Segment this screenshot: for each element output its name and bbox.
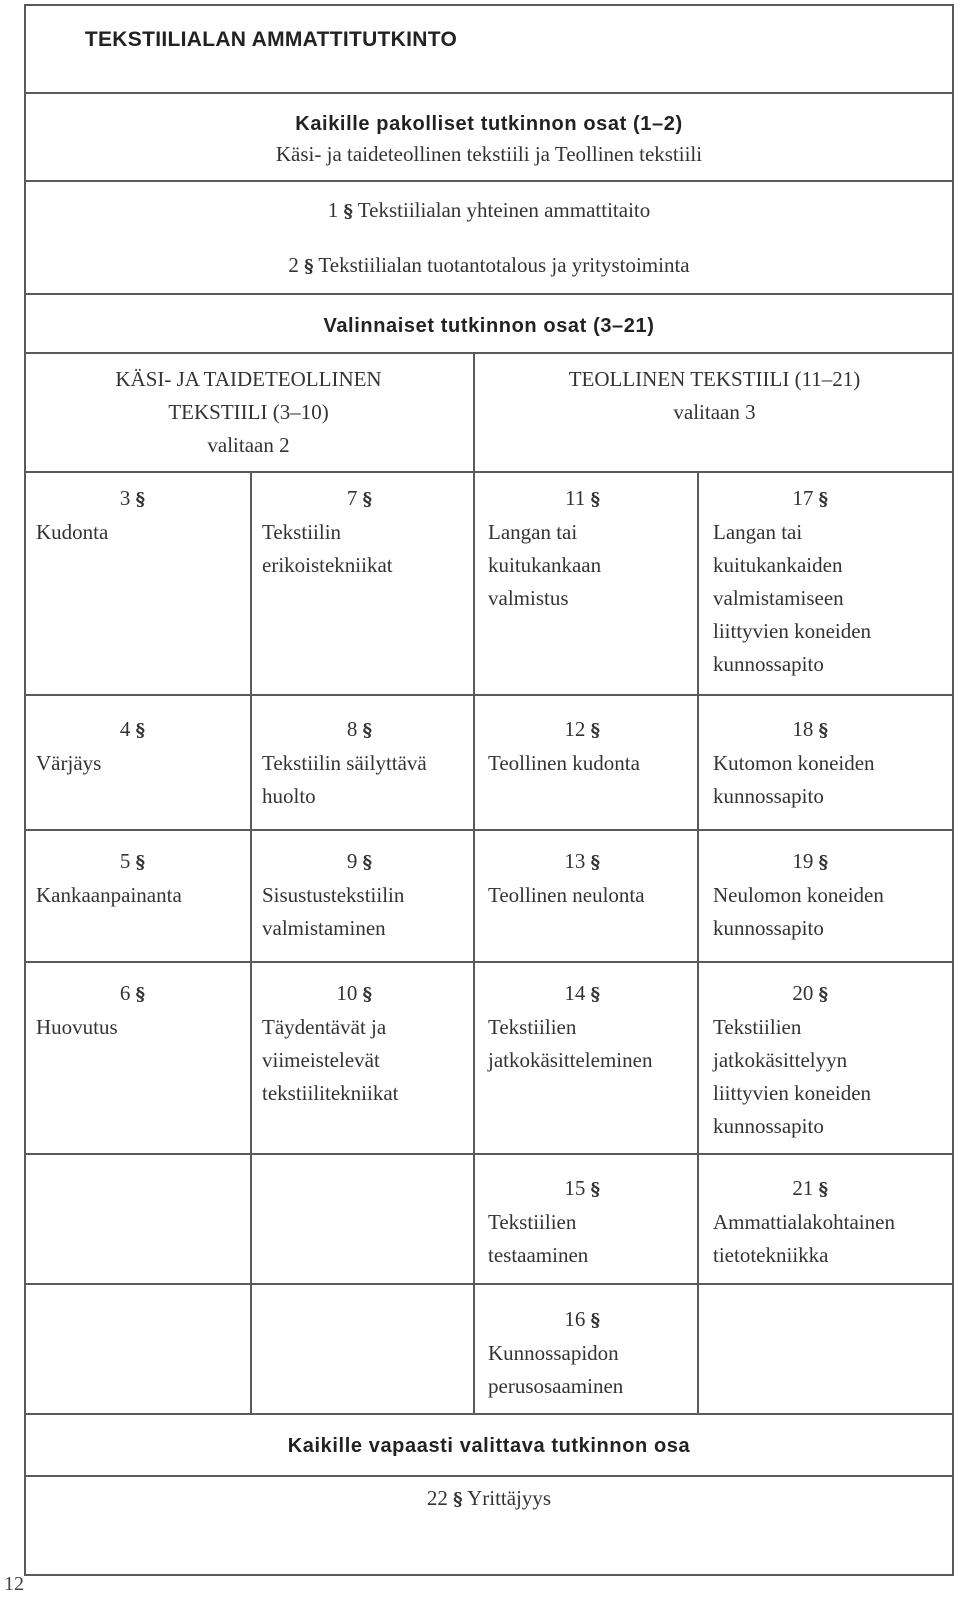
module-label-line: Teollinen neulonta [488, 883, 645, 907]
module-number: 20 § [792, 981, 828, 1005]
group-handcraft-header: KÄSI- JA TAIDETEOLLINEN TEKSTIILI (3–10) valitaan 2 [115, 367, 382, 457]
section-symbol: § [362, 489, 372, 510]
module-number: 4 § [119, 717, 145, 741]
module-cell [262, 713, 427, 813]
section-symbol: § [818, 1179, 828, 1200]
module-cell [488, 845, 645, 912]
module-number: 3 § [119, 486, 145, 510]
module-cell [713, 1172, 895, 1272]
mandatory-item: 2 § Tekstiilialan tuotantotalous ja yritystoiminta [288, 253, 690, 277]
module-label-line: valmistamiseen [713, 586, 844, 610]
mandatory-heading: Kaikille pakolliset tutkinnon osat (1–2) [295, 113, 683, 135]
module-label-line: jatkokäsittelyyn [713, 1048, 848, 1072]
module-label-line: perusosaaminen [488, 1374, 624, 1398]
module-label-line: huolto [262, 784, 316, 808]
module-cell [488, 1303, 623, 1403]
module-number: 10 § [336, 981, 372, 1005]
module-cell [36, 713, 145, 780]
page-title: TEKSTIILIALAN AMMATTITUTKINTO [84, 28, 458, 51]
module-number: 9 § [346, 849, 372, 873]
module-label-line: tekstiilitekniikat [262, 1081, 399, 1105]
module-label-line: valmistaminen [262, 916, 386, 940]
module-label-line: kunnossapito [713, 652, 824, 676]
module-label-line: Langan tai [713, 520, 803, 544]
section-symbol: § [818, 852, 828, 873]
mandatory-item: 1 § Tekstiilialan yhteinen ammattitaito [327, 198, 651, 222]
module-cell [262, 845, 404, 945]
module-cell [36, 977, 145, 1044]
section-symbol: § [590, 1179, 600, 1200]
section-symbol: § [818, 489, 828, 510]
module-cell [262, 977, 398, 1110]
module-label-line: Kudonta [36, 520, 109, 544]
section-symbol: § [590, 984, 600, 1005]
module-label-line: kunnossapito [713, 916, 824, 940]
module-label-line: Sisustustekstiilin [262, 883, 405, 907]
module-cell [488, 977, 652, 1077]
module-number: 6 § [119, 981, 145, 1005]
module-label-line: kuitukankaiden [713, 553, 843, 577]
section-symbol: § [304, 256, 314, 277]
module-cell [36, 845, 182, 912]
section-symbol: § [135, 720, 145, 741]
module-cell [36, 482, 145, 549]
module-label-line: erikoistekniikat [262, 553, 393, 577]
optional-heading: Valinnaiset tutkinnon osat (3–21) [323, 315, 655, 337]
module-cell [488, 713, 640, 780]
module-number: 18 § [792, 717, 828, 741]
section-symbol: § [453, 1489, 463, 1510]
module-number: 19 § [792, 849, 828, 873]
module-label-line: liittyvien koneiden [713, 619, 872, 643]
section-symbol: § [362, 984, 372, 1005]
module-label-line: Langan tai [488, 520, 578, 544]
module-cell [262, 482, 393, 582]
section-symbol: § [590, 1310, 600, 1331]
module-label-line: kunnossapito [713, 1114, 824, 1138]
module-cell [488, 1172, 600, 1272]
module-label-line: Tekstiilien [488, 1015, 577, 1039]
module-label-line: viimeistelevät [262, 1048, 380, 1072]
module-label-line: liittyvien koneiden [713, 1081, 872, 1105]
module-number: 7 § [346, 486, 372, 510]
module-label-line: testaaminen [488, 1243, 589, 1267]
section-symbol: § [343, 201, 353, 222]
module-label-line: Tekstiilien [713, 1015, 802, 1039]
module-cell [713, 845, 884, 945]
section-symbol: § [590, 720, 600, 741]
section-symbol: § [362, 720, 372, 741]
module-label-line: Tekstiilien [488, 1210, 577, 1234]
section-symbol: § [135, 489, 145, 510]
module-number: 15 § [564, 1176, 600, 1200]
module-label-line: Teollinen kudonta [488, 751, 640, 775]
module-label-line: valmistus [488, 586, 569, 610]
module-label-line: Kutomon koneiden [713, 751, 875, 775]
module-cell [488, 482, 601, 615]
module-label-line: Kunnossapidon [488, 1341, 619, 1365]
section-symbol: § [590, 852, 600, 873]
module-number: 13 § [564, 849, 600, 873]
module-label-line: Värjäys [36, 751, 102, 775]
section-symbol: § [362, 852, 372, 873]
module-cell [713, 977, 871, 1143]
group-industrial-header: TEOLLINEN TEKSTIILI (11–21) valitaan 3 [568, 367, 861, 424]
module-cell [713, 713, 875, 813]
module-label-line: Kankaanpainanta [36, 883, 182, 907]
mandatory-subheading: Käsi- ja taideteollinen tekstiili ja Teollinen tekstiili [275, 142, 703, 166]
module-number: 17 § [792, 486, 828, 510]
module-label-line: jatkokäsitteleminen [488, 1048, 653, 1072]
module-label-line: kunnossapito [713, 784, 824, 808]
module-label-line: tietotekniikka [713, 1243, 829, 1267]
section-symbol: § [135, 852, 145, 873]
section-symbol: § [135, 984, 145, 1005]
module-label-line: Huovutus [36, 1015, 118, 1039]
section-symbol: § [818, 720, 828, 741]
module-number: 14 § [564, 981, 600, 1005]
module-label-line: Täydentävät ja [262, 1015, 387, 1039]
module-label-line: Neulomon koneiden [713, 883, 884, 907]
free-choice-heading: Kaikille vapaasti valittava tutkinnon osa [287, 1435, 691, 1457]
module-label-line: Tekstiilin säilyttävä [262, 751, 427, 775]
module-number: 16 § [564, 1307, 600, 1331]
module-number: 11 § [565, 486, 600, 510]
module-number: 12 § [564, 717, 600, 741]
module-number: 5 § [119, 849, 145, 873]
module-cell [713, 482, 871, 681]
section-symbol: § [590, 489, 600, 510]
module-label-line: Ammattialakohtainen [713, 1210, 895, 1234]
section-symbol: § [818, 984, 828, 1005]
page-number: 12 [4, 1573, 24, 1595]
module-label-line: Tekstiilin [262, 520, 342, 544]
module-label-line: kuitukankaan [488, 553, 602, 577]
free-choice-item: 22 § Yrittäjyys [426, 1486, 552, 1510]
module-number: 21 § [792, 1176, 828, 1200]
module-number: 8 § [346, 717, 372, 741]
